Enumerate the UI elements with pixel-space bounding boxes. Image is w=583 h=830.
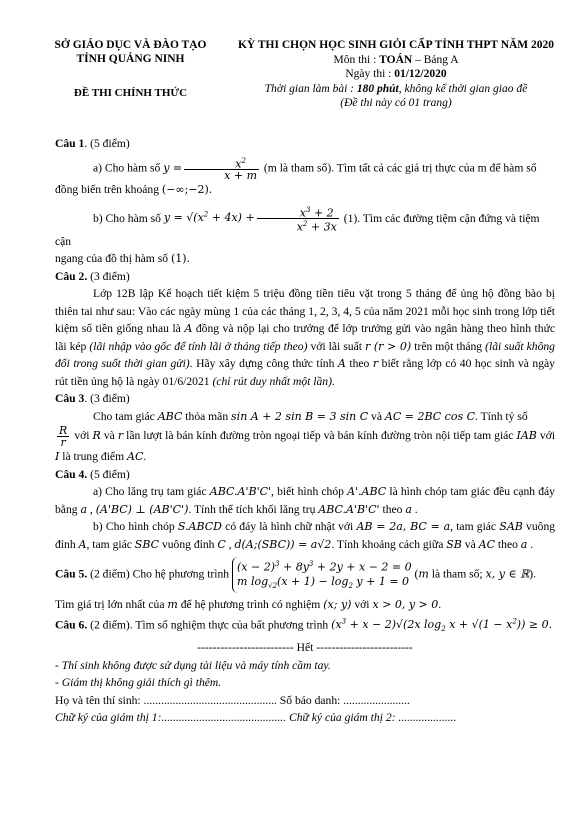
dept-line2: TỈNH QUẢNG NINH [76,53,185,65]
q2-heading: Câu 2. (3 điểm) [55,269,130,283]
q5-line2: Tìm giá trị lớn nhất của m để hệ phương trình có nghiệm (x; y) với x > 0, y > 0. [55,598,442,612]
q1-heading: Câu 1. (5 điểm) [55,137,130,150]
dept-line1: SỞ GIÁO DỤC VÀ ĐÀO TẠO [54,39,207,51]
candidate-line: Họ và tên thí sinh: .............................................. Số báo danh: ....................... [55,693,410,707]
q4b: b) Cho hình chóp S.ABCD có đáy là hình chữ nhật với AB = 2a, BC = a, tam giác SAB vuông đỉnh A, tam giác SBC vuông đỉnh C , d(A;(SBC)) = a√2. Tính khoảng cách giữa SB và AC theo a . [55,520,556,551]
header-left [38,38,223,100]
time-line: Thời gian làm bài : 180 phút, không kể thời gian giao đề [264,82,528,95]
q1b: b) Cho hàm số $y = √(x^2 + 4x)$ + $\frac{x^3 + 2}{x^2 + 3x}$ (1). Tìm các đường tiệm cận đứng và tiệm cận [55,205,540,248]
q6: Câu 6. (2 điểm). Tìm số nghiệm thực của bất phương trình $(x^3 + x - 2)√(2x$ $\log_2 x + √(1 - x^2)) \ge 0$. [55,617,553,634]
exam-content [55,135,555,726]
end-marker: ------------------------- Hết ------------------------- [197,641,413,655]
subject-line: Môn thi : TOÁN – Bảng A [333,53,459,66]
note-1: - Thí sinh không được sử dụng tài liệu và máy tính cầm tay. [55,658,331,672]
date-line: Ngày thi : 01/12/2020 [345,68,447,80]
official-label: ĐỀ THI CHÍNH THỨC [73,87,188,99]
q3-body2: $\frac{R}{r}$ với R và r lần lượt là bán kính đường tròn ngoại tiếp và bán kính đường tròn nội tiếp tam giác IAB với I là trung điểm AC. [55,424,556,464]
q3-heading: Câu 3. (3 điểm) [55,392,130,406]
header-right [228,38,564,111]
q4a: a) Cho lăng trụ tam giác ABC.A'B'C', biết hình chóp A'.ABC là hình chóp tam giác đều cạnh đáy bằng a , (A'BC) ⊥ (AB'C'). Tính thể tích khối lăng trụ ABC.A'B'C' theo a . [55,485,555,516]
q5: Câu 5. (2 điểm) Cho hệ phương trình $(x - 2)^3 + 8y^3 + 2y + x - 2 = 0$ m $\log_{√2}(x + 1) - \log_2 y + 1 = 0$ (m là tham số; x, y ∈ ℝ). [55,557,555,593]
q3-body: Cho tam giác ABC thỏa mãn sin A + 2 sin B = 3 sin C và AC = 2BC cos C. Tính tỷ số [93,409,528,423]
signature-line: Chữ ký của giám thị 1:........................................... Chữ ký của giám thị 2: .................... [55,710,457,724]
q1a-line2: đồng biến trên khoảng (−∞;−2). [55,183,213,197]
note-2: - Giám thị không giải thích gì thêm. [55,676,222,690]
pages-note: (Đề thi này có 01 trang) [340,97,452,109]
q4-heading: Câu 4. (5 điểm) [55,467,130,481]
q1a: a) Cho hàm số y = $\frac{x^2}{x + m}$ (m là tham số). Tìm tất cả các giá trị thực của m để hàm số [93,156,537,183]
q1b-line2: ngang của đồ thị hàm số (1). [55,252,191,266]
q2-body: Lớp 12B lập Kế hoạch tiết kiệm 5 triệu đồng tiền tiêu vặt trong 5 tháng để ủng hộ đồng bào bị thiên tai như sau: Vào các ngày mùng 1 của các tháng 1, 2, 3, 4, 5 của năm 2021 mỗi học sinh trong lớp tiết kiệm số tiền giống nhau là A đồng và nộp lại cho trưởng để lớp trưởng gửi vào ngân hàng theo hình thức lãi kép (lãi nhập vào gốc để tính lãi ở tháng tiếp theo) với lãi suất r (r > 0) trên một tháng (lãi suất không đổi trong suốt thời gian gửi). Hãy xây dựng công thức tính A theo r biết rằng lớp có 40 học sinh và ngày rút tiền ủng hộ là ngày 01/6/2021 (chỉ rút duy nhất một lần). [55,287,555,388]
exam-title: KỲ THI CHỌN HỌC SINH GIỎI CẤP TỈNH THPT NĂM 2020 [237,39,555,51]
